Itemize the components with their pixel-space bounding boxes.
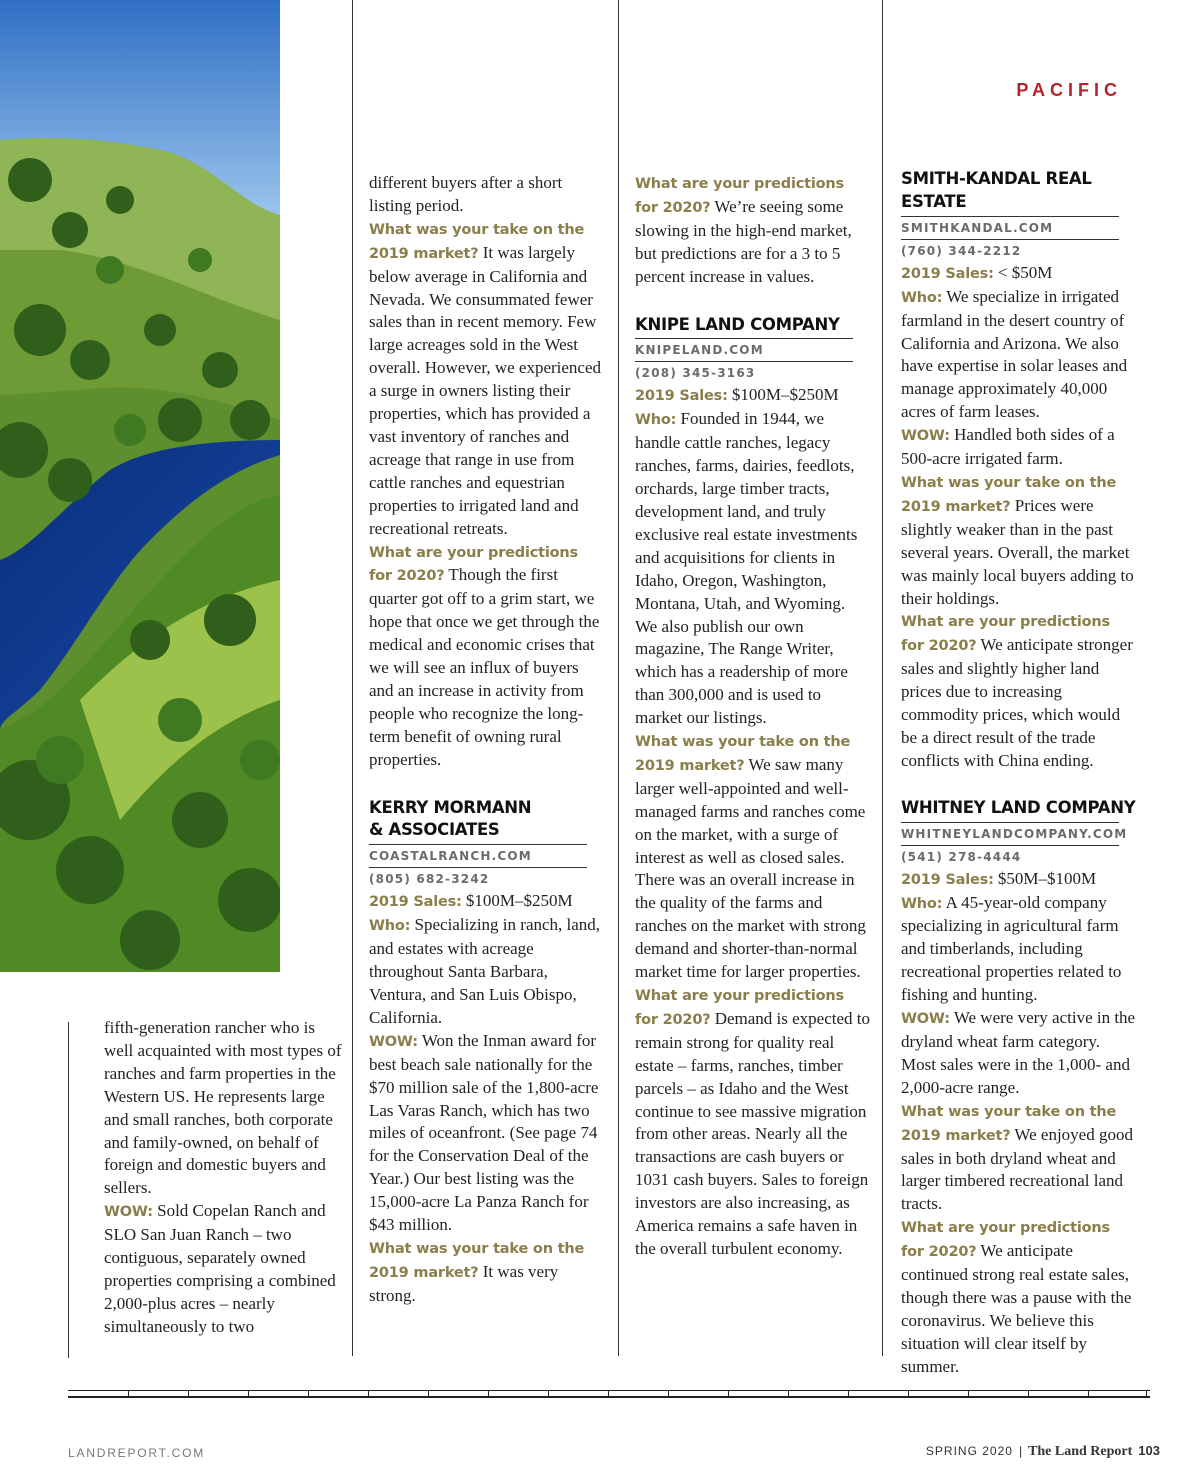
who-label: Who: <box>635 412 677 429</box>
ruler-tick <box>308 1391 309 1397</box>
firm-phone: (208) 345-3163 <box>635 366 756 381</box>
ruler-tick <box>188 1391 189 1397</box>
question-label: What was your take on the 2019 market? <box>369 1240 585 1281</box>
section-label: PACIFIC <box>1016 80 1122 100</box>
ruler-tick <box>368 1391 369 1397</box>
ruler-tick <box>608 1391 609 1397</box>
wow-label: WOW: <box>369 1033 418 1050</box>
firm-phone: (760) 344-2212 <box>901 243 1022 258</box>
who-label: Who: <box>901 895 943 912</box>
footer-folio <box>926 1443 1160 1460</box>
ruler-tick <box>788 1391 789 1397</box>
paragraph <box>901 1100 1137 1217</box>
sales-label: 2019 Sales: <box>635 388 728 405</box>
wow-text: Handled both sides of a 500-acre irrigated farm. <box>901 425 1115 469</box>
paragraph <box>635 408 871 730</box>
ruler-tick <box>128 1391 129 1397</box>
folio-separator: | <box>1018 1444 1023 1458</box>
ruler-tick <box>908 1391 909 1397</box>
who-text: Specializing in ranch, land, and estates with acreage throughout Santa Barbara, Ventura, and San Luis Obispo, California. <box>369 915 601 1027</box>
wow-label: WOW: <box>901 428 950 445</box>
ruler-tick <box>488 1391 489 1397</box>
ranch-lake-illustration <box>0 0 280 972</box>
issue-date: SPRING 2020 <box>925 1444 1013 1458</box>
answer-text: We anticipate continued strong real estate sales, though there was a pause with the coronavirus. We believe this situation will clear itself by summer. <box>901 1241 1132 1376</box>
wow-text: We were very active in the dryland wheat farm category. Most sales were in the 1,000- and 2,000-acre range. <box>901 1008 1136 1097</box>
firm-name: KNIPE LAND COMPANY <box>635 314 840 334</box>
firm-name: SMITH-KANDAL REAL ESTATE <box>901 169 1092 211</box>
sales-label: 2019 Sales: <box>901 871 994 888</box>
answer-text: We enjoyed good sales in both dryland wheat and larger timbered recreational land tracts. <box>901 1124 1133 1214</box>
column-rule <box>618 0 619 1356</box>
firm-entry <box>369 797 605 1308</box>
firm-phone: (805) 682-3242 <box>369 872 490 887</box>
sales-text: $100M–$250M <box>727 385 839 405</box>
paragraph <box>901 262 1137 286</box>
ruler-tick <box>1088 1391 1089 1397</box>
question-label: What was your take on the 2019 market? <box>369 221 585 262</box>
page-number: 103 <box>1138 1443 1160 1458</box>
question-label: What was your take on the 2019 market? <box>635 734 851 774</box>
ruler-tick <box>1028 1391 1029 1397</box>
question-label: What are your predictions for 2020? <box>635 988 844 1028</box>
paragraph <box>369 218 605 541</box>
who-text: Founded in 1944, we handle cattle ranches, legacy ranches, farms, dairies, feedlots, orchards, large timber tracts, development land, and truly exclusive real estate investments and acquisitions for clients in Idaho, Oregon, Washington, Montana, Utah, and Wyoming. We also publish our own magazine, The Range Writer, which has a readership of more than 300,000 and is used to market our listings. <box>635 409 858 728</box>
firm-url-link[interactable]: KNIPELAND.COM <box>635 338 853 362</box>
body-text: fifth-generation rancher who is well acquainted with most types of ranches and farm properties in the Western US. He represents large and small ranches, both corporate and family-owned, on behalf of foreign and domestic buyers and sellers. <box>104 1018 342 1198</box>
ruler-tick <box>848 1391 849 1397</box>
ruler-tick <box>548 1391 549 1397</box>
wow-label: WOW: <box>104 1204 153 1221</box>
paragraph <box>369 914 605 1030</box>
paragraph <box>369 890 605 914</box>
question-label: What are your predictions for 2020? <box>635 176 844 216</box>
who-text: A 45-year-old company specializing in agricultural farm and timberlands, including recreational properties related to fishing and hunting. <box>901 892 1122 1005</box>
paragraph <box>901 424 1137 471</box>
question-label: What was your take on the 2019 market? <box>901 474 1117 515</box>
who-text: We specialize in irrigated farmland in the desert country of California and Arizona. We also have expertise in solar leases and manage approximately 40,000 acres of farm leases. <box>901 286 1128 422</box>
paragraph <box>635 384 871 408</box>
column-2 <box>369 172 605 1308</box>
ruler-tick <box>668 1391 669 1397</box>
sales-text: $50M–$100M <box>993 868 1097 888</box>
ruler-tick <box>428 1391 429 1397</box>
firm-entry <box>901 797 1137 1379</box>
paragraph <box>369 172 605 218</box>
decorative-ruler <box>68 1390 1150 1398</box>
column-rule <box>352 0 353 1356</box>
column-rule <box>68 1022 69 1358</box>
firm-name: KERRY MORMANN & ASSOCIATES <box>369 797 532 840</box>
question-label: What are your predictions for 2020? <box>901 1220 1110 1261</box>
body-text: different buyers after a short listing period. <box>369 173 563 215</box>
question-label: What are your predictions for 2020? <box>901 614 1110 655</box>
answer-text: Though the first quarter got off to a grim start, we hope that once we get through the medical and economic crises that we will see an influx of buyers and an increase in activity from people who recognize the long-term benefit of owning rural properties. <box>369 565 600 769</box>
footer-site-link[interactable]: LANDREPORT.COM <box>68 1446 205 1460</box>
paragraph <box>901 471 1137 610</box>
firm-name: WHITNEY LAND COMPANY <box>901 797 1136 817</box>
paragraph <box>635 730 871 984</box>
column-rule <box>882 0 883 1356</box>
firm-phone: (541) 278-4444 <box>901 849 1022 864</box>
paragraph <box>901 1216 1137 1378</box>
question-label: What are your predictions for 2020? <box>369 544 578 585</box>
answer-text: It was largely below average in California and Nevada. We consummated fewer sales than in recent memory. Few large acreages sold in the West overall. However, we experienced a surge in owners listing their properties, which has provided a vast inventory of ranches and acreage that range in use from cattle ranches and equestrian properties to irrigated land and recreational retreats. <box>369 242 602 538</box>
sales-label: 2019 Sales: <box>901 265 994 282</box>
ruler-tick <box>1146 1391 1147 1397</box>
paragraph <box>901 1007 1137 1100</box>
paragraph <box>635 172 871 289</box>
wow-label: WOW: <box>901 1011 950 1028</box>
paragraph <box>635 984 871 1261</box>
firm-entry <box>635 314 871 1261</box>
sales-text: < $50M <box>993 262 1053 282</box>
paragraph <box>901 868 1137 892</box>
ruler-tick <box>728 1391 729 1397</box>
firm-entry <box>901 168 1137 773</box>
who-label: Who: <box>901 289 943 306</box>
magazine-name: The Land Report <box>1028 1444 1133 1459</box>
sales-text: $100M–$250M <box>461 891 573 911</box>
question-label: What was your take on the 2019 market? <box>901 1103 1117 1144</box>
wow-text: Won the Inman award for best beach sale nationally for the $70 million sale of the 1,800-acre Las Varas Ranch, which has two miles of oceanfront. (See page 74 for the Conservation Deal of the Year.) Our best listing was the 15,000-acre La Panza Ranch for $43 million. <box>369 1030 599 1235</box>
paragraph <box>901 892 1137 1008</box>
paragraph <box>901 610 1137 772</box>
paragraph <box>369 541 605 772</box>
answer-text: It was very strong. <box>369 1261 559 1305</box>
firm-url-link[interactable]: SMITHKANDAL.COM <box>901 216 1119 240</box>
wow-text: Sold Copelan Ranch and SLO San Juan Ranch – two contiguous, separately owned properties comprising a combined 2,000-plus acres – nearly simultaneously to two <box>104 1201 336 1336</box>
firm-url-link[interactable]: WHITNEYLANDCOMPANY.COM <box>901 822 1119 846</box>
who-label: Who: <box>369 918 411 935</box>
answer-text: Prices were slightly weaker than in the past several years. Overall, the market was mainly local buyers adding to their holdings. <box>901 495 1134 608</box>
paragraph <box>369 1030 605 1237</box>
column-1 <box>104 1017 344 1339</box>
paragraph <box>104 1017 344 1339</box>
ruler-tick <box>968 1391 969 1397</box>
answer-text: We saw many larger well-appointed and well-managed farms and ranches come on the market, with a surge of interest as well as closed sales. There was an overall increase in the quality of the farms and ranches on the market with strong demand and shorter-than-normal market time for larger properties. <box>635 754 866 982</box>
landscape-photo <box>0 0 280 972</box>
paragraph <box>901 286 1137 424</box>
column-3 <box>635 172 871 1261</box>
paragraph <box>369 1237 605 1308</box>
answer-text: Demand is expected to remain strong for quality real estate – farms, ranches, timber parcels – as Idaho and the West continue to see massive migration from other areas. Nearly all the transactions are cash buyers or 1031 cash buyers. Sales to foreign investors are also increasing, as America remains a safe haven in the overall turbulent economy. <box>635 1008 870 1258</box>
column-4 <box>901 168 1137 1379</box>
sales-label: 2019 Sales: <box>369 894 462 911</box>
answer-text: We’re seeing some slowing in the high-end market, but predictions are for a 3 to 5 percent increase in values. <box>635 196 852 286</box>
ruler-tick <box>248 1391 249 1397</box>
answer-text: We anticipate stronger sales and slightly higher land prices due to increasing commodity prices, which would be a direct result of the trade conflicts with China ending. <box>901 635 1133 770</box>
firm-url-link[interactable]: COASTALRANCH.COM <box>369 844 587 868</box>
